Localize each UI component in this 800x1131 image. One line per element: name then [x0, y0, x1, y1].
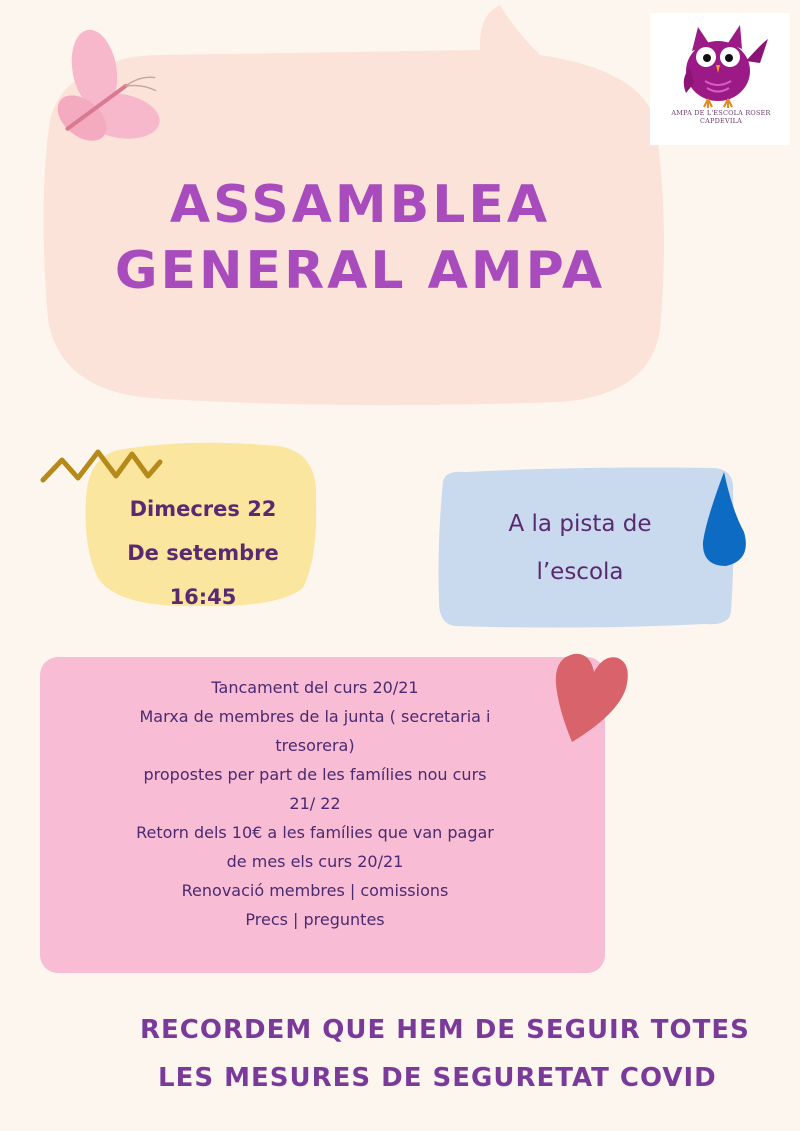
date-weekday: Dimecres 22: [129, 497, 277, 521]
agenda-item: tresorera): [275, 736, 355, 755]
covid-reminder: [140, 1006, 780, 1102]
ampa-logo: [650, 13, 790, 145]
zigzag-icon: [40, 446, 165, 486]
butterfly-icon: [30, 28, 175, 168]
footer-line-1: RECORDEM QUE HEM DE SEGUIR TOTES: [140, 1015, 750, 1045]
date-time: 16:45: [169, 585, 237, 609]
title-line-1: ASSAMBLEA: [169, 175, 551, 235]
agenda-item: Retorn dels 10€ a les famílies que van pagar: [136, 823, 494, 842]
logo-caption: AMPA DE L'ESCOLA ROSER CAPDEVILA: [671, 109, 771, 125]
event-date: [88, 487, 318, 619]
agenda-item: Precs | preguntes: [245, 910, 385, 929]
date-month: De setembre: [127, 541, 279, 565]
owl-logo: [650, 13, 790, 113]
place-line-2: l’escola: [536, 559, 624, 585]
agenda-item: Tancament del curs 20/21: [211, 678, 419, 697]
footer-line-2: LES MESURES DE SEGURETAT COVID: [158, 1063, 717, 1093]
page-title: [80, 172, 640, 304]
agenda-item: de mes els curs 20/21: [226, 852, 404, 871]
agenda-item: Marxa de membres de la junta ( secretaria i: [139, 707, 491, 726]
agenda-item: Renovació membres | comissions: [181, 881, 449, 900]
agenda-list: [50, 673, 580, 934]
agenda-item: 21/ 22: [289, 794, 341, 813]
event-place: [455, 500, 705, 596]
place-line-1: A la pista de: [508, 511, 652, 537]
title-line-2: GENERAL AMPA: [114, 241, 606, 301]
water-drop-icon: [700, 470, 748, 570]
agenda-item: propostes per part de les famílies nou curs: [143, 765, 487, 784]
